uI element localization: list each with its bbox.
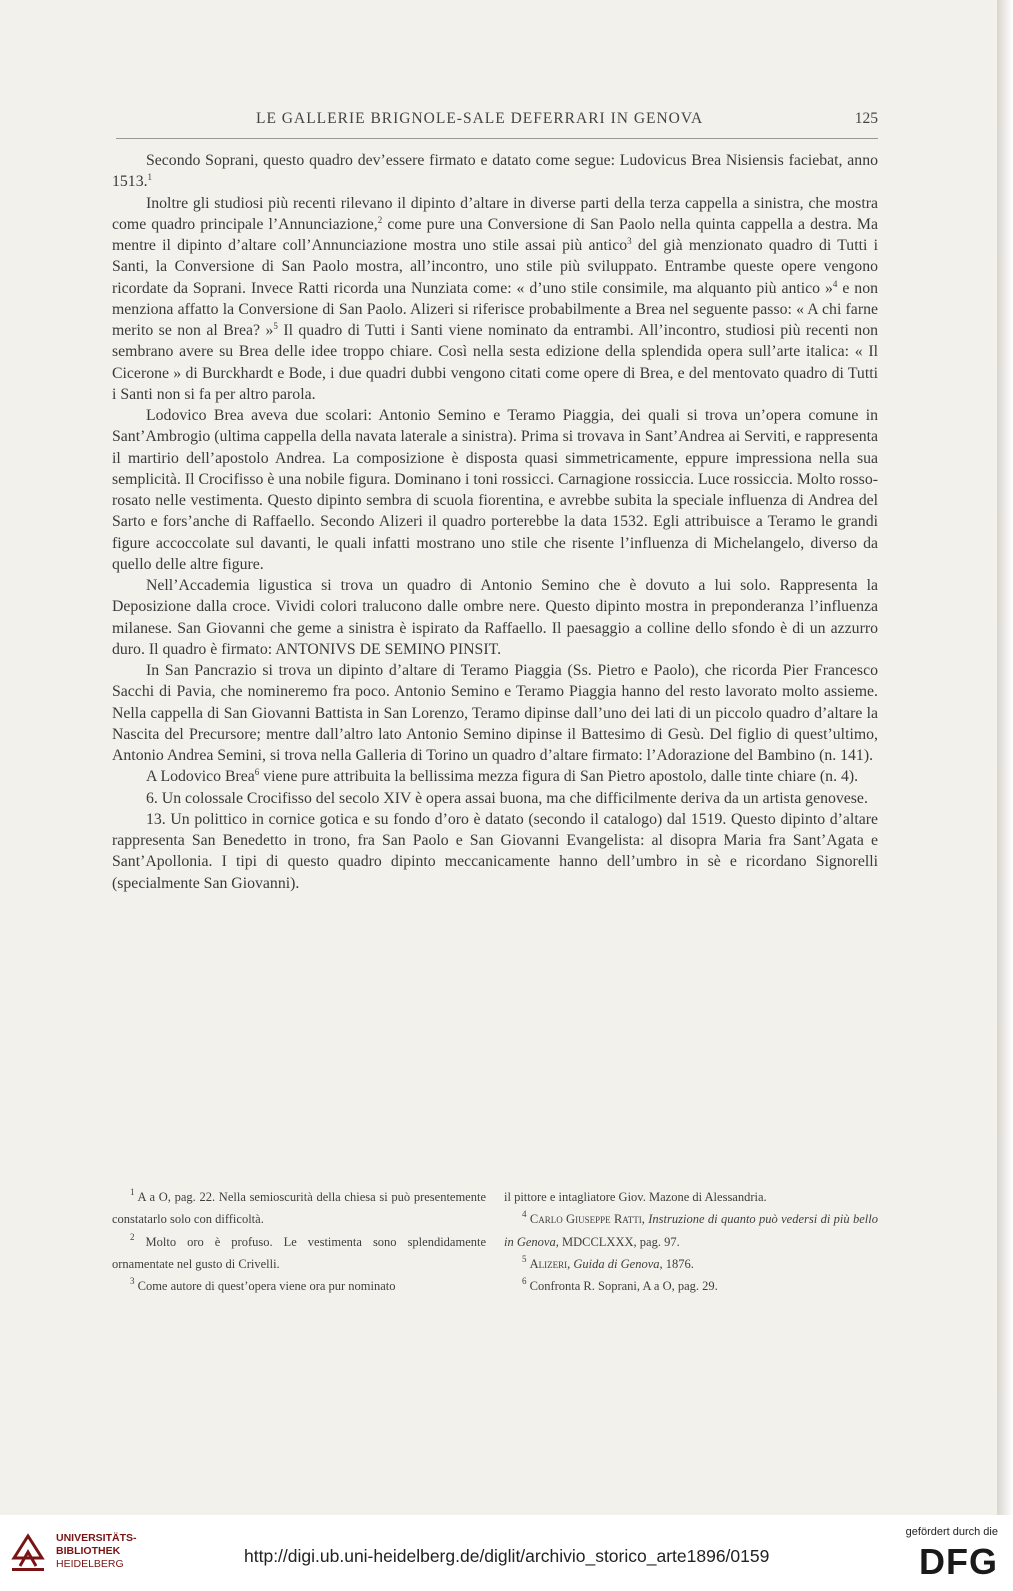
page-number: 125	[854, 110, 878, 127]
footnote: $^2$ Molto oro è profuso. Le vestimenta sono splendidamente ornamentate nel gusto di Crivelli.	[112, 1231, 487, 1271]
footnote-continuation: il pittore e intagliatore Giov. Mazone di Alessandria.	[504, 1190, 767, 1204]
paragraph: Nell’Accademia ligustica si trova un quadro di Antonio Semino che è dovuto a lui solo. Rappresenta la Deposizione dalla croce. Vividi colori tralucono dalle ombre nere. Questo dipinto mostra in preponderanza l’influenza milanese. San Giovanni che geme a sinistra è ispirato da Raffaello. Il paesaggio a colline dello sfondo è di un azzurro duro. Il quadro è firmato: ANTONIVS DE SEMINO PINSIT.	[112, 577, 878, 658]
running-header	[116, 110, 878, 132]
permalink-url[interactable]: http://digi.ub.uni-heidelberg.de/diglit/archivio_storico_arte1896/0159	[244, 1546, 770, 1566]
footnote-mark: 1	[147, 172, 153, 183]
footnote-mark: 3	[627, 236, 632, 246]
paragraph: In San Pancrazio si trova un dipinto d’altare di Teramo Piaggia (Ss. Pietro e Paolo), che ricorda Pier Francesco Sacchi di Pavia, che nomineremo fra poco. Antonio Semino e Teramo Piaggia hanno del resto lavorato molto assieme. Nella cappella di San Giovanni Battista in San Lorenzo, Teramo dipinse dall’uno dei lati di un piccolo quadro d’altare la Nascita del Precursore; mentre dall’altro lato Antonio Semino dipinse il Battesimo di Gesù. Del figlio di quest’ultimo, Antonio Andrea Semini, si trova nella Galleria di Torino un quadro d’altare firmato: l’Adorazione del Bambino (n. 141).	[112, 662, 878, 764]
library-logo[interactable]	[10, 1528, 150, 1578]
main-text	[112, 150, 878, 894]
paragraph: 6. Un colossale Crocifisso del secolo XIV è opera assai buona, ma che difficilmente deriva da un artista genovese.	[146, 789, 868, 807]
library-name: UNIVERSITÄTS- BIBLIOTHEK HEIDELBERG	[56, 1532, 137, 1570]
page-edge-shadow	[997, 0, 1013, 1515]
dfg-logo: DFG	[919, 1541, 998, 1582]
footnotes-right-column	[504, 1186, 878, 1297]
header-rule	[116, 138, 878, 139]
footnote-mark: 2	[377, 214, 383, 225]
footnote-mark: 4	[832, 278, 838, 289]
footnote: $^3$ Come autore di quest’opera viene ora pur nominato	[130, 1276, 396, 1294]
footnotes-left-column	[112, 1186, 486, 1297]
footnote: $^6$ Confronta R. Soprani, A a O, pag. 29.	[522, 1276, 718, 1294]
paragraph: 13. Un polittico in cornice gotica e su fondo d’oro è datato (secondo il catalogo) dal 1519. Questo dipinto d’altare rappresenta San Benedetto in trono, fra San Paolo e San Giovanni Evangelista: al disopra Maria fra Sant’Agata e Sant’Apollonia. I tipi di questo quadro dipinto meccanicamente hanno dell’umbro in sè e ricordano Signorelli (specialmente San Giovanni).	[112, 810, 878, 892]
footnote: $^5$ Alizeri, Guida di Genova, 1876.	[522, 1253, 694, 1271]
paragraph: Secondo Soprani, questo quadro dev’essere firmato e datato come segue: Ludovicus Brea Nisiensis faciebat, anno 1513.$^1$	[112, 152, 878, 191]
footnote-mark: 6	[254, 767, 260, 778]
paragraph: Inoltre gli studiosi più recenti rilevano il dipinto d’altare in diverse parti della terza cappella a sinistra, che mostra come quadro principale l’Annunciazione,$^2$ come pure una Conversione di San Paolo nella quinta cappella a destra. Ma mentre il dipinto d’altare coll’Annunciazione mostra uno stile assai più antico$^3$ del già menzionato quadro di Tutti i Santi, la Conversione di San Paolo mostra, all’incontro, uno stile più sviluppato. Entrambe queste opere vengono ricordate da Soprani. Invece Ratti ricorda una Nunziata come: « d’uno stile consimile, ma alquanto più antico »$^4$ e non menziona affatto la Conversione di San Paolo. Alizeri si riferisce probabilmente a Brea nel seguente passo: « A chi farne merito se non al Brea? »$^5$ Il quadro di Tutti i Santi viene nominato da entrambi. All’incontro, studiosi più recenti non sembrano avere su Brea delle idee troppo chiare. Così nella sesta edizione della splendida opera sull’arte italica: « Il Cicerone » di Burckhardt e Bode, i due quadri dubbi vengono citati come opere di Brea, e del mentovato quadro di Tutti i Santi non si fa per altro parola.	[112, 194, 879, 403]
footnote: $^1$ A a O, pag. 22. Nella semioscurità della chiesa si può presentemente constatarlo solo con difficoltà.	[112, 1187, 487, 1227]
library-emblem-icon	[10, 1528, 46, 1572]
paragraph: Lodovico Brea aveva due scolari: Antonio Semino e Teramo Piaggia, dei quali si trova un’opera comune in Sant’Ambrogio (ultima cappella della navata laterale a sinistra). Prima si trovava in Sant’Andrea ai Serviti, e rappresenta il martirio dell’apostolo Andrea. La composizione è disposta quasi simmetricamente, eppure impressiona nella sua semplicità. Il Crocifisso è una nobile figura. Dominano i toni rossicci. Carnagione rossiccia. Luce rossiccia. Molto rosso-rosato nelle vestimenta. Questo dipinto sembra di scuola fiorentina, e avrebbe subita la speciale influenza di Andrea del Sarto e fors’anche di Raffaello. Secondo Alizeri il quadro porterebbe la data 1532. Egli attribuisce a Teramo le grandi figure accoccolate sul davanti, le quali infatti mostrano uno stile che risente l’influenza di Michelangelo, diverso da quello delle altre figure.	[112, 407, 878, 573]
funding-note: gefördert durch die	[905, 1526, 998, 1538]
footnote-mark: 5	[273, 321, 278, 331]
dfg-funding[interactable]	[878, 1526, 998, 1586]
paragraph: A Lodovico Brea$^6$ viene pure attribuita la bellissima mezza figura di San Pietro apostolo, dalle tinte chiare (n. 4).	[146, 767, 859, 786]
running-title: LE GALLERIE BRIGNOLE-SALE DEFERRARI IN GENOVA	[256, 110, 704, 127]
footnote: $^4$ Carlo Giuseppe Ratti, Instruzione di quanto può vedersi di più bello in Genova, MDCCLXXX, pag. 97.	[504, 1209, 878, 1249]
